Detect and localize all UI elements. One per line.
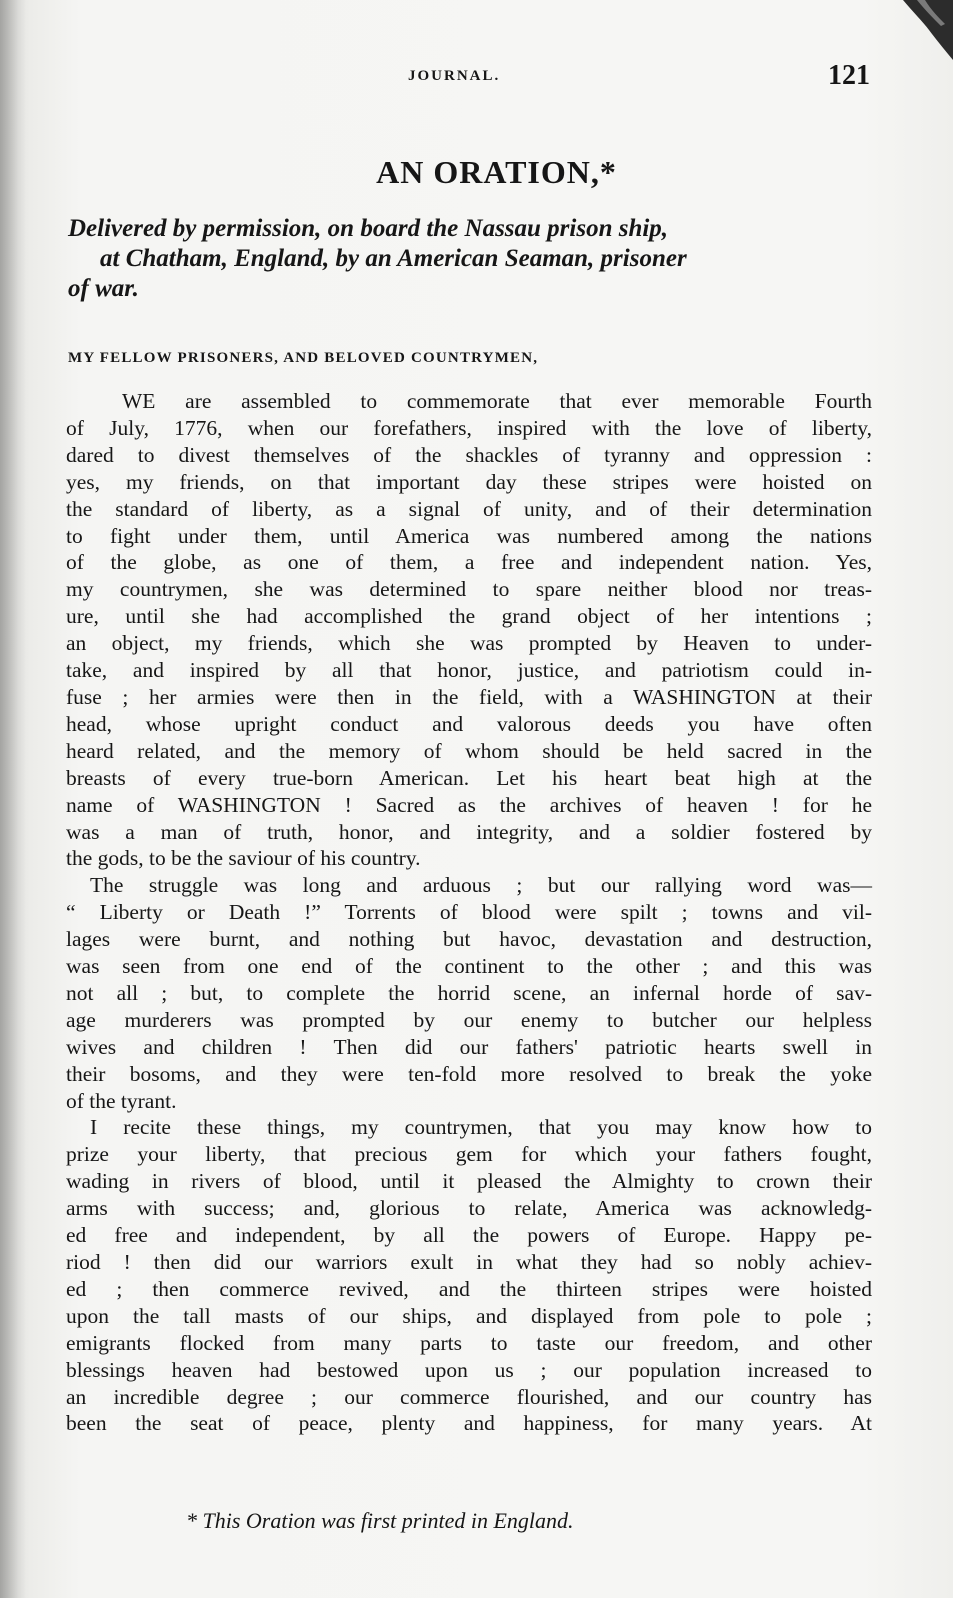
text-line: my countrymen, she was determined to spare neither blood nor treas- (66, 577, 872, 602)
text-line: prize your liberty, that precious gem for which your fathers fought, (66, 1142, 872, 1167)
text-line: ure, until she had accomplished the grand object of her intentions ; (66, 604, 872, 629)
running-title: JOURNAL. (408, 68, 501, 84)
text-line: fuse ; her armies were then in the field, with a WASHINGTON at their (66, 684, 872, 709)
subtitle-line: at Chatham, England, by an American Seaman, prisoner (100, 245, 687, 272)
text-line: lages were burnt, and nothing but havoc, devastation and destruction, (66, 927, 872, 952)
text-line: The struggle was long and arduous ; but our rallying word was— (90, 873, 872, 898)
text-line: head, whose upright conduct and valorous deeds you have often (66, 711, 872, 736)
text-line: yes, my friends, on that important day these stripes were hoisted on (66, 469, 872, 494)
text-line: name of WASHINGTON ! Sacred as the archives of heaven ! for he (66, 792, 872, 817)
text-line: riod ! then did our warriors exult in what they had so nobly achiev- (66, 1250, 872, 1274)
text-line: ed ; then commerce revived, and the thirteen stripes were hoisted (66, 1276, 872, 1301)
binding-shadow (0, 0, 26, 1598)
page-corner-damage (883, 0, 953, 60)
subtitle-line: Delivered by permission, on board the Nassau prison ship, (68, 215, 669, 242)
text-line: was seen from one end of the continent to the other ; and this was (66, 954, 872, 979)
text-line: blessings heaven had bestowed upon us ; our population increased to (66, 1357, 872, 1382)
footnote: * This Oration was first printed in England. (186, 1508, 574, 1533)
text-line: an incredible degree ; our commerce flourished, and our country has (66, 1384, 872, 1409)
text-line: emigrants flocked from many parts to taste our freedom, and other (66, 1330, 872, 1355)
text-line: the standard of liberty, as a signal of unity, and of their determination (66, 496, 872, 521)
text-line: wives and children ! Then did our fathers' patriotic hearts swell in (66, 1034, 872, 1059)
text-line: age murderers was prompted by our enemy to butcher our helpless (66, 1007, 872, 1032)
text-line: “ Liberty or Death !” Torrents of blood were spilt ; towns and vil- (66, 900, 872, 925)
text-line: the gods, to be the saviour of his country. (66, 846, 421, 871)
text-line: I recite these things, my countrymen, that you may know how to (90, 1115, 872, 1140)
text-line: was a man of truth, honor, and integrity, and a soldier fostered by (66, 819, 872, 844)
text-line: been the seat of peace, plenty and happiness, for many years. At (66, 1411, 872, 1436)
text-line: an object, my friends, which she was prompted by Heaven to under- (66, 631, 872, 656)
text-line: of the globe, as one of them, a free and independent nation. Yes, (66, 550, 872, 575)
article-subtitle (68, 214, 868, 304)
oration-body (66, 388, 872, 1437)
text-line: arms with success; and, glorious to relate, America was acknowledg- (66, 1196, 872, 1221)
text-line: WE are assembled to commemorate that ever memorable Fourth (122, 389, 872, 413)
text-line: take, and inspired by all that honor, justice, and patriotism could in- (66, 658, 872, 683)
subtitle-line: of war. (68, 275, 139, 302)
text-line: ed free and independent, by all the powers of Europe. Happy pe- (66, 1223, 872, 1248)
article-title: AN ORATION,* (376, 154, 617, 190)
text-line: not all ; but, to complete the horrid scene, an infernal horde of sav- (66, 980, 872, 1005)
text-line: heard related, and the memory of whom should be held sacred in the (66, 738, 872, 763)
salutation: MY FELLOW PRISONERS, AND BELOVED COUNTRYMEN, (68, 350, 539, 366)
text-line: to fight under them, until America was numbered among the nations (66, 523, 872, 548)
page-number: 121 (828, 60, 870, 91)
text-line: wading in rivers of blood, until it pleased the Almighty to crown their (66, 1169, 872, 1194)
text-line: upon the tall masts of our ships, and displayed from pole to pole ; (66, 1303, 872, 1328)
running-head (0, 62, 953, 92)
text-line: their bosoms, and they were ten-fold more resolved to break the yoke (66, 1061, 872, 1086)
text-line: of the tyrant. (66, 1088, 177, 1113)
text-line: dared to divest themselves of the shackles of tyranny and oppression : (66, 442, 872, 467)
text-line: breasts of every true-born American. Let his heart beat high at the (66, 765, 872, 790)
text-line: of July, 1776, when our forefathers, inspired with the love of liberty, (66, 415, 872, 440)
